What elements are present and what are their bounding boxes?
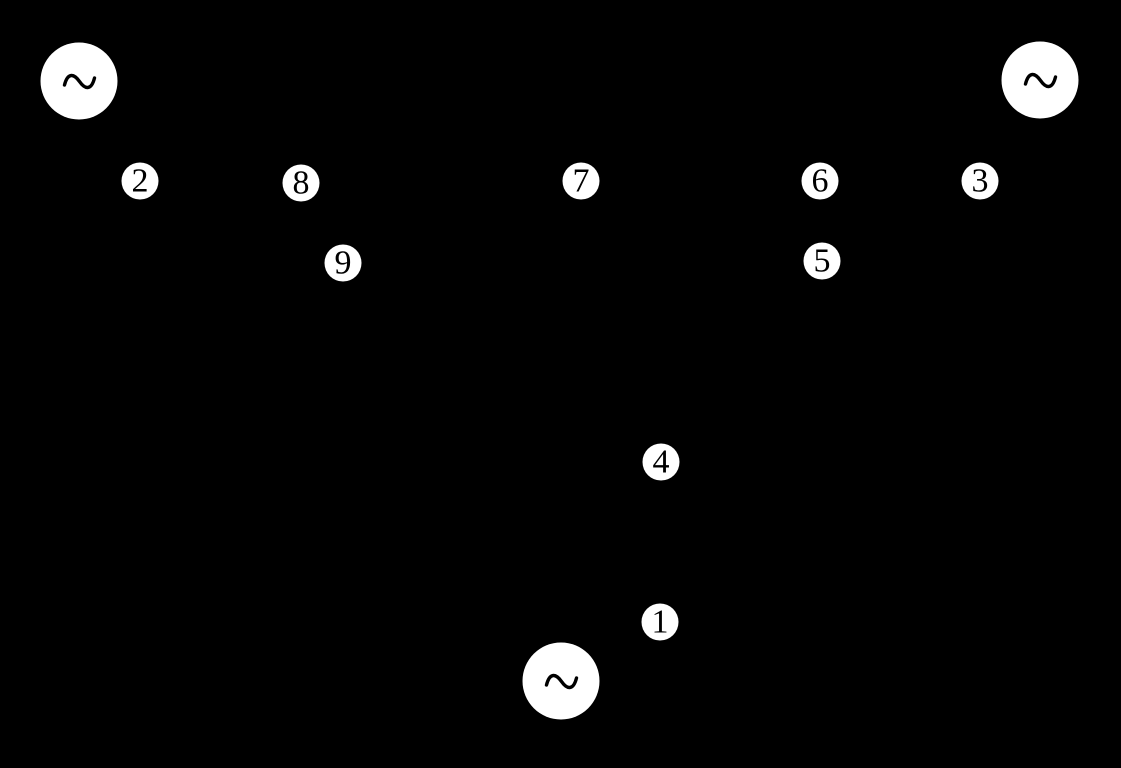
bus-label: 7: [572, 162, 590, 199]
bus-label: 4: [652, 443, 670, 480]
sine-wave-icon: [543, 668, 579, 694]
bus-node-1: [642, 604, 679, 641]
bus-node-5: [804, 243, 841, 280]
bus-label: 9: [334, 244, 352, 281]
bus-label: 5: [813, 242, 831, 279]
bus-label: 1: [651, 603, 669, 640]
sine-wave-icon: [61, 68, 97, 94]
bus-label: 6: [811, 162, 829, 199]
generator-node-top-right: [1002, 42, 1079, 119]
generator-node-bottom: [523, 643, 600, 720]
generator-node-top-left: [41, 43, 118, 120]
bus-node-2: [122, 163, 159, 200]
bus-node-7: [563, 163, 600, 200]
bus-label: 3: [971, 162, 989, 199]
bus-node-6: [802, 163, 839, 200]
sine-wave-icon: [1022, 67, 1058, 93]
bus-node-9: [325, 245, 362, 282]
bus-node-4: [643, 444, 680, 481]
bus-label: 8: [292, 164, 310, 201]
bus-node-8: [283, 165, 320, 202]
bus-node-3: [962, 163, 999, 200]
bus-label: 2: [131, 162, 149, 199]
